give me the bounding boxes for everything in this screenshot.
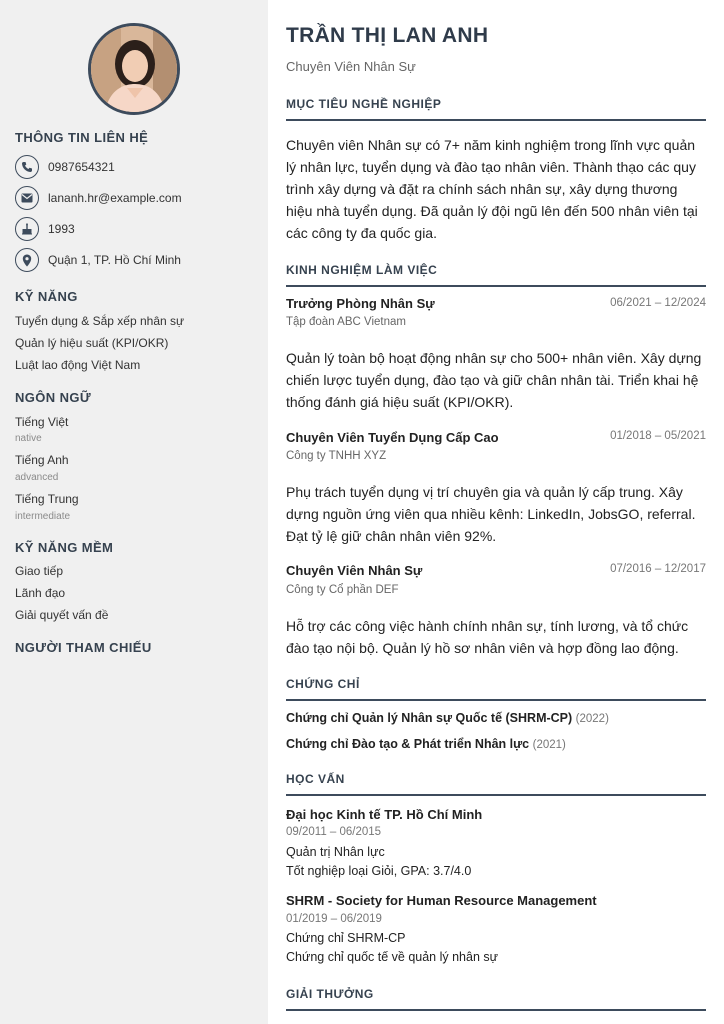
job-description: Hỗ trợ các công việc hành chính nhân sự, tính lương, và tổ chức đào tạo nội bộ. Quản lý hồ sơ nhân viên và hợp đồng lao động. bbox=[286, 618, 689, 656]
awards-section-title: GIẢI THƯỞNG bbox=[286, 987, 706, 1011]
experience-section-title: KINH NGHIỆM LÀM VIỆC bbox=[286, 263, 706, 287]
job-description: Quản lý toàn bộ hoạt động nhân sự cho 500+ nhân viên. Xây dựng chiến lược tuyển dụng, đào tạo và giữ chân nhân tài. Triển khai hệ thống đánh giá hiệu suất (KPI/OKR). bbox=[286, 350, 702, 410]
references-section-title: NGƯỜI THAM CHIẾU bbox=[15, 640, 152, 655]
languages-section-title: NGÔN NGỮ bbox=[15, 390, 92, 405]
contact-email bbox=[15, 186, 182, 210]
job-dates: 01/2018 – 05/2021 bbox=[610, 430, 706, 442]
job-role: Chuyên Viên Nhân Sự bbox=[286, 563, 423, 578]
email-text[interactable]: lananh.hr@example.com bbox=[48, 191, 182, 205]
phone-icon bbox=[15, 155, 39, 179]
sidebar bbox=[0, 0, 268, 1024]
birth-year-text: 1993 bbox=[48, 222, 75, 236]
certificate-item bbox=[286, 711, 609, 725]
education-section-title: HỌC VẤN bbox=[286, 772, 706, 796]
education-major: Chứng chỉ SHRM-CP bbox=[286, 931, 406, 945]
education-school: SHRM - Society for Human Resource Management bbox=[286, 893, 597, 908]
education-dates: 09/2011 – 06/2015 bbox=[286, 826, 382, 838]
education-note: Chứng chỉ quốc tế về quản lý nhân sự bbox=[286, 950, 499, 964]
job-company: Công ty Cổ phần DEF bbox=[286, 584, 399, 596]
job-description: Phụ trách tuyển dụng vị trí chuyên gia và quản lý cấp trung. Xây dựng nguồn ứng viên qua nhiều kênh: LinkedIn, JobsGO, referral. Đạt tỷ lệ giữ chân nhân viên 92%. bbox=[286, 484, 696, 544]
skill-item: Luật lao động Việt Nam bbox=[15, 358, 141, 372]
certificate-name: Chứng chỉ Đào tạo & Phát triển Nhân lực bbox=[286, 737, 530, 751]
main-content bbox=[268, 0, 724, 1024]
objective-text: Chuyên viên Nhân sự có 7+ năm kinh nghiệm trong lĩnh vực quản lý nhân lực, tuyển dụng và đào tạo nhân viên. Thành thạo các quy trình xây dựng và đặt ra chính sách nhân sự, xây dựng thương hiệu nhà tuyển dụng. Đã quản lý đội ngũ lên đến 500 nhân viên tại các công ty đa quốc gia. bbox=[286, 137, 698, 241]
contact-birth-year bbox=[15, 217, 75, 241]
location-text: Quận 1, TP. Hồ Chí Minh bbox=[48, 253, 181, 267]
phone-text: 0987654321 bbox=[48, 160, 115, 174]
contact-location bbox=[15, 248, 181, 272]
contact-section-title: THÔNG TIN LIÊN HỆ bbox=[15, 130, 149, 145]
language-name: Tiếng Trung bbox=[15, 492, 79, 506]
email-icon bbox=[15, 186, 39, 210]
profile-photo bbox=[91, 26, 177, 112]
soft-skills-section-title: KỸ NĂNG MỀM bbox=[15, 540, 114, 555]
language-name: Tiếng Anh bbox=[15, 453, 69, 467]
job-dates: 07/2016 – 12/2017 bbox=[610, 563, 706, 575]
contact-phone bbox=[15, 155, 115, 179]
certificate-year: (2022) bbox=[575, 713, 609, 725]
certificate-name: Chứng chỉ Quản lý Nhân sự Quốc tế (SHRM-CP) bbox=[286, 711, 573, 725]
soft-skill-item: Giao tiếp bbox=[15, 564, 64, 578]
job-company: Tập đoàn ABC Vietnam bbox=[286, 316, 406, 328]
soft-skill-item: Lãnh đạo bbox=[15, 586, 66, 600]
language-name: Tiếng Việt bbox=[15, 415, 69, 429]
language-level: advanced bbox=[15, 472, 59, 483]
job-role: Trưởng Phòng Nhân Sự bbox=[286, 296, 435, 311]
objective-section-title: MỤC TIÊU NGHỀ NGHIỆP bbox=[286, 97, 706, 121]
job-dates: 06/2021 – 12/2024 bbox=[610, 297, 706, 309]
job-title-heading: Chuyên Viên Nhân Sự bbox=[286, 59, 416, 74]
skill-item: Quản lý hiệu suất (KPI/OKR) bbox=[15, 336, 169, 350]
language-level: native bbox=[15, 433, 42, 444]
education-note: Tốt nghiệp loại Giỏi, GPA: 3.7/4.0 bbox=[286, 864, 472, 878]
education-dates: 01/2019 – 06/2019 bbox=[286, 913, 382, 925]
avatar bbox=[88, 23, 180, 115]
full-name: TRẦN THỊ LAN ANH bbox=[286, 24, 489, 47]
education-major: Quản trị Nhân lực bbox=[286, 845, 385, 859]
certificate-year: (2021) bbox=[532, 739, 566, 751]
skill-item: Tuyển dụng & Sắp xếp nhân sự bbox=[15, 314, 185, 328]
job-role: Chuyên Viên Tuyển Dụng Cấp Cao bbox=[286, 430, 499, 445]
education-school: Đại học Kinh tế TP. Hồ Chí Minh bbox=[286, 807, 483, 822]
certificates-section-title: CHỨNG CHỈ bbox=[286, 677, 706, 701]
job-company: Công ty TNHH XYZ bbox=[286, 450, 387, 462]
language-level: intermediate bbox=[15, 511, 71, 522]
skills-section-title: KỸ NĂNG bbox=[15, 289, 78, 304]
soft-skill-item: Giải quyết vấn đề bbox=[15, 608, 109, 622]
cake-icon bbox=[15, 217, 39, 241]
location-icon bbox=[15, 248, 39, 272]
certificate-item bbox=[286, 737, 566, 751]
